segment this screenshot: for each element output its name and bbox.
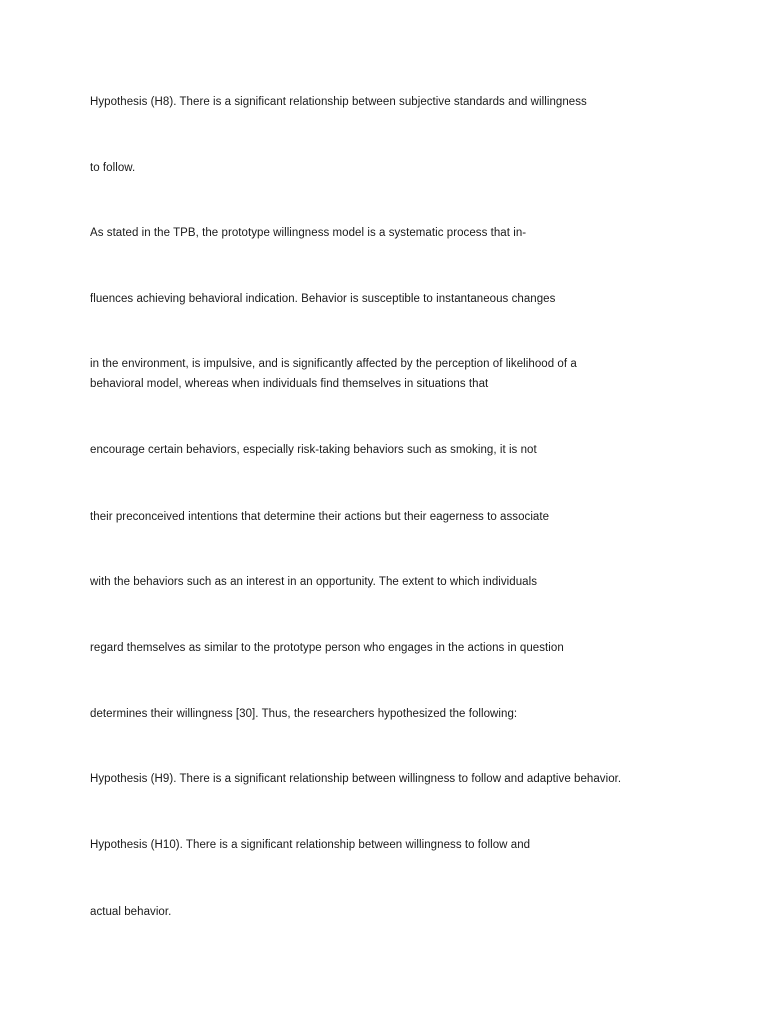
paragraph-line-9: determines their willingness [30]. Thus, the researchers hypothesized the following:	[90, 708, 518, 720]
paragraph-line-2: fluences achieving behavioral indication. Behavior is susceptible to instantaneous changes	[90, 293, 556, 305]
paragraph-line-6: their preconceived intentions that determine their actions but their eagerness to associate	[90, 511, 550, 523]
paragraph-line-8: regard themselves as similar to the prototype person who engages in the actions in question	[90, 642, 564, 654]
paragraph-line-3: in the environment, is impulsive, and is significantly affected by the perception of likelihood of a	[90, 358, 577, 370]
hypothesis-h8-line-1: Hypothesis (H8). There is a significant relationship between subjective standards and willingness	[90, 96, 587, 108]
paragraph-line-4: behavioral model, whereas when individuals find themselves in situations that	[90, 378, 489, 390]
paragraph-line-1: As stated in the TPB, the prototype willingness model is a systematic process that in-	[90, 227, 527, 239]
hypothesis-h9-line: Hypothesis (H9). There is a significant relationship between willingness to follow and adaptive behavior.	[90, 773, 622, 785]
paragraph-line-5: encourage certain behaviors, especially risk-taking behaviors such as smoking, it is not	[90, 444, 537, 456]
paragraph-line-7: with the behaviors such as an interest in an opportunity. The extent to which individuals	[90, 576, 538, 588]
hypothesis-h8-line-2: to follow.	[90, 162, 136, 174]
hypothesis-h10-line-2: actual behavior.	[90, 906, 172, 918]
hypothesis-h10-line-1: Hypothesis (H10). There is a significant relationship between willingness to follow and	[90, 839, 531, 851]
